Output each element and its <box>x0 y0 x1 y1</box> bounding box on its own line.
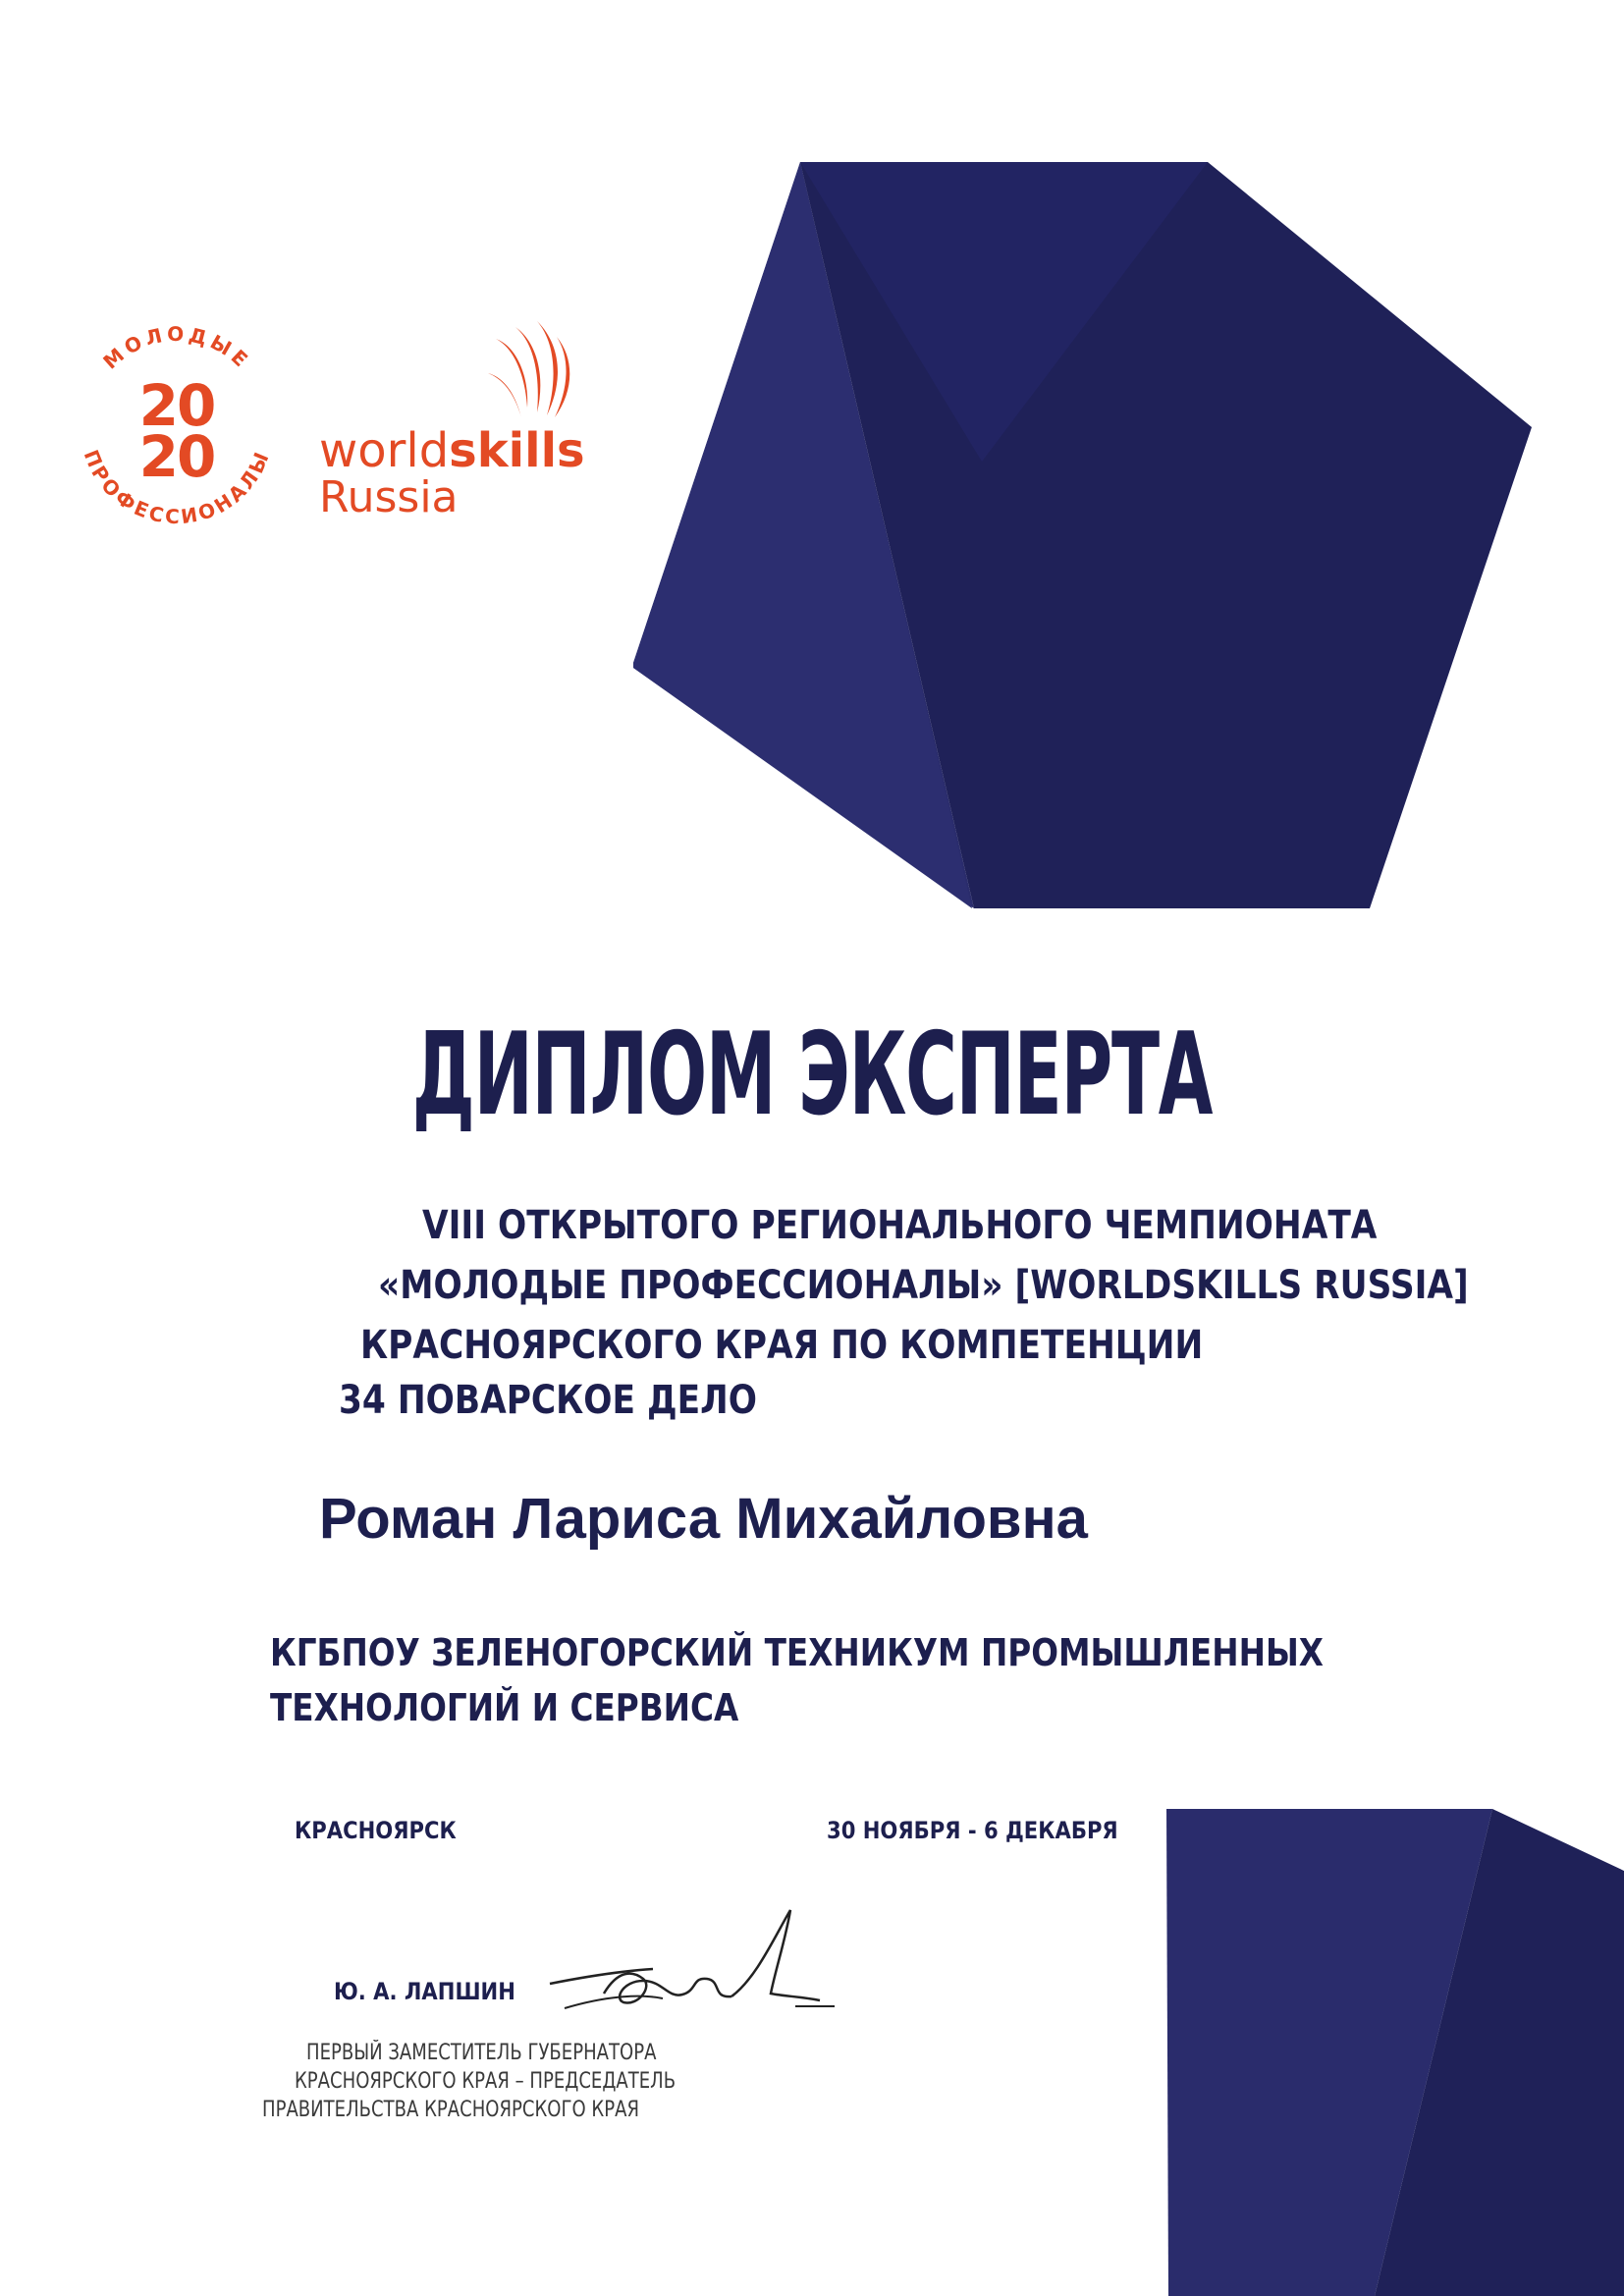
worldskills-russia-logo <box>319 319 584 530</box>
diploma-title: ДИПЛОМ ЭКСПЕРТА <box>411 1009 1213 1141</box>
badge-year-bottom: 20 <box>138 423 215 490</box>
molodye-professionaly-logo <box>59 309 295 545</box>
championship-line-1: VIII ОТКРЫТОГО РЕГИОНАЛЬНОГО ЧЕМПИОНАТА <box>422 1203 1378 1248</box>
badge-bottom-text: ПРОФЕССИОНАЛЫ <box>79 446 275 529</box>
championship-line-2: «МОЛОДЫЕ ПРОФЕССИОНАЛЫ» [WORLDSKILLS RUSSIA] <box>378 1263 1469 1308</box>
city: КРАСНОЯРСК <box>295 1817 457 1844</box>
badge-year-top: 20 <box>138 372 215 439</box>
championship-line-4: 34 ПОВАРСКОЕ ДЕЛО <box>339 1378 757 1423</box>
championship-line-3: КРАСНОЯРСКОГО КРАЯ ПО КОМПЕТЕНЦИИ <box>360 1323 1204 1368</box>
signature-image <box>545 1900 839 2028</box>
organization-line-2: ТЕХНОЛОГИЙ И СЕРВИСА <box>270 1686 739 1729</box>
signatory-name: Ю. А. ЛАПШИН <box>334 1978 515 2005</box>
organization-line-1: КГБПОУ ЗЕЛЕНОГОРСКИЙ ТЕХНИКУМ ПРОМЫШЛЕННЫХ <box>270 1631 1325 1674</box>
recipient-name: Роман Лариса Михайловна <box>319 1487 1088 1551</box>
ws-word-bold: skills <box>449 423 585 478</box>
badge-top-text: МОЛОДЫЕ <box>98 321 255 374</box>
ws-word-light: world <box>319 423 450 478</box>
worldskills-flame-icon <box>486 319 574 427</box>
signatory-position-line-2: КРАСНОЯРСКОГО КРАЯ – ПРЕДСЕДАТЕЛЬ <box>295 2069 677 2094</box>
signatory-position-line-1: ПЕРВЫЙ ЗАМЕСТИТЕЛЬ ГУБЕРНАТОРА <box>306 2041 657 2065</box>
signatory-position-line-3: ПРАВИТЕЛЬСТВА КРАСНОЯРСКОГО КРАЯ <box>262 2098 639 2122</box>
event-dates: 30 НОЯБРЯ - 6 ДЕКАБРЯ <box>827 1817 1118 1844</box>
ws-country: Russia <box>319 472 459 522</box>
